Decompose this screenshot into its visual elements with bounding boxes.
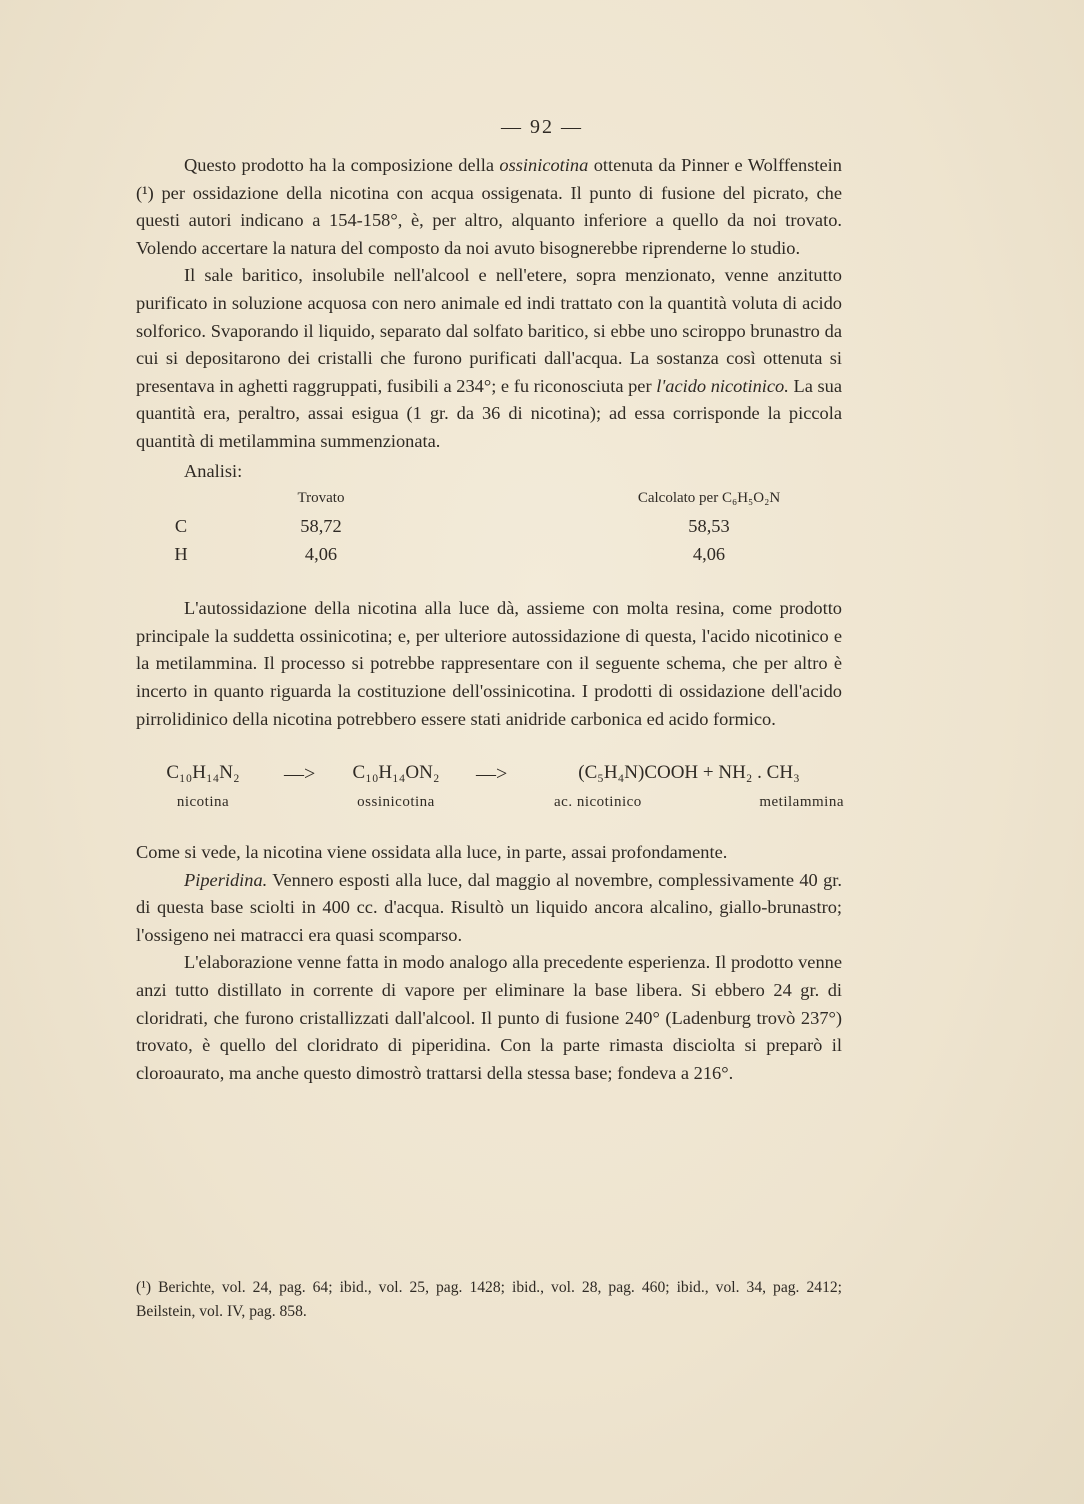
text-run: Il sale baritico, insolubile nell'alcool e nell'etere, sopra menzionato, venne anzitutto purificato in soluzione acquosa con nero animale ed indi trattato con la quantità voluta di acido solforico. Svaporando il liquido, separato dal solfato baritico, si ebbe uno sciroppo brunastro da cui si depositarono dei cristalli che furono purificati dall'acqua. La sostanza così ottenuta si presentava in aghetti raggruppati, fusibili a 234°; e fu riconosciuta per	[136, 265, 842, 396]
italic-term: ossinicotina	[499, 155, 589, 175]
text-run: ottenuta da Pinner e Wolffenstein (¹) per ossidazione della nicotina con acqua ossigenata. Il punto di fusione del picrato, che questi autori indicano a 154-158°, è, per altro, alquanto inferiore a quello da noi trovato. Volendo accertare la natura del composto da noi avuto bisognerebbe riprenderne lo studio.	[136, 155, 842, 258]
scheme-products	[534, 759, 844, 809]
label-acido-nicotinico: ac. nicotinico	[554, 793, 642, 810]
paragraph-5	[136, 867, 842, 950]
paragraph-1	[136, 152, 842, 262]
footnote: (¹) Berichte, vol. 24, pag. 64; ibid., vol. 25, pag. 1428; ibid., vol. 28, pag. 460; ibid., vol. 34, pag. 2412; Beilstein, vol. IV, pag. 858.	[136, 1279, 842, 1320]
paragraph-3: L'autossidazione della nicotina alla luce dà, assieme con molta resina, come prodotto principale la suddetta ossinicotina; e, per ulteriore autossidazione di questa, l'acido nicotinico e la metilammina. Il processo si potrebbe rappresentare con il seguente schema, che per altro è incerto in quanto riguarda la costituzione dell'ossinicotina. I prodotti di ossidazione dell'acido pirrolidinico della nicotina potrebbero essere stati anidride carbonica ed acido formico.	[136, 598, 842, 729]
column-header-found: Trovato	[297, 490, 345, 507]
reaction-scheme	[136, 759, 842, 839]
formula-nicotina: C₁₀H₁₄N₂	[166, 762, 240, 784]
table-header-row	[136, 485, 842, 513]
formula-products: (C₅H₄N)COOH + NH₂ . CH₃	[578, 762, 800, 784]
column-header-calc: Calcolato per C₆H₅O₂N	[637, 490, 781, 507]
element-cell: H	[174, 544, 188, 565]
calc-value: 58,53	[688, 516, 730, 537]
found-value: 4,06	[304, 544, 338, 565]
product-labels	[534, 789, 844, 809]
text-run: La sua quantità era, peraltro, assai esigua (1 gr. da 36 di nicotina); ad essa corrisponde la piccola quantità di metilammina summenzionata.	[136, 375, 842, 451]
text-run: Questo prodotto ha la composizione della	[184, 155, 500, 175]
italic-term: Piperidina.	[184, 869, 268, 890]
table-row	[136, 513, 842, 541]
scheme-nicotina	[158, 759, 248, 816]
label-ossinicotina: ossinicotina	[357, 793, 435, 810]
analysis-table	[136, 485, 842, 569]
calc-value: 4,06	[692, 544, 726, 565]
paragraph-6: L'elaborazione venne fatta in modo analogo alla precedente esperienza. Il prodotto venne anzi tutto distillato in corrente di vapore per eliminare la base libera. Si ebbero 24 gr. di cloridrati, che furono cristallizzati dall'alcool. Il punto di fusione 240° (Ladenburg trovò 237°) trovato, è quello del cloridrato di piperidina. Con la parte rimasta disciolta si preparò il cloroaurato, ma anche questo dimostrò trattarsi della stessa base; fondeva a 216°.	[136, 952, 842, 1083]
label-metilammina: metilammina	[759, 793, 844, 810]
paragraph-2	[136, 262, 842, 455]
element-cell: C	[174, 516, 188, 537]
arrow-icon: —>	[476, 763, 508, 786]
formula-ossinicotina: C₁₀H₁₄ON₂	[352, 762, 440, 784]
scheme-ossinicotina	[336, 759, 456, 816]
paragraph-4: Come si vede, la nicotina viene ossidata alla luce, in parte, assai profondamente.	[136, 842, 728, 863]
page-number: — 92 —	[501, 116, 583, 138]
arrow-icon: —>	[284, 763, 316, 786]
table-row	[136, 541, 842, 569]
text-run: Vennero esposti alla luce, dal maggio al novembre, complessivamente 40 gr. di questa base sciolti in 400 cc. d'acqua. Risultò un liquido ancora alcalino, giallo-brunastro; l'ossigeno nei matracci era quasi scomparso.	[136, 869, 842, 945]
italic-term: l'acido nicotinico.	[656, 375, 789, 396]
main-text	[136, 152, 842, 1087]
found-value: 58,72	[300, 516, 342, 537]
label-nicotina: nicotina	[176, 793, 230, 810]
analysis-label: Analisi:	[184, 460, 243, 481]
